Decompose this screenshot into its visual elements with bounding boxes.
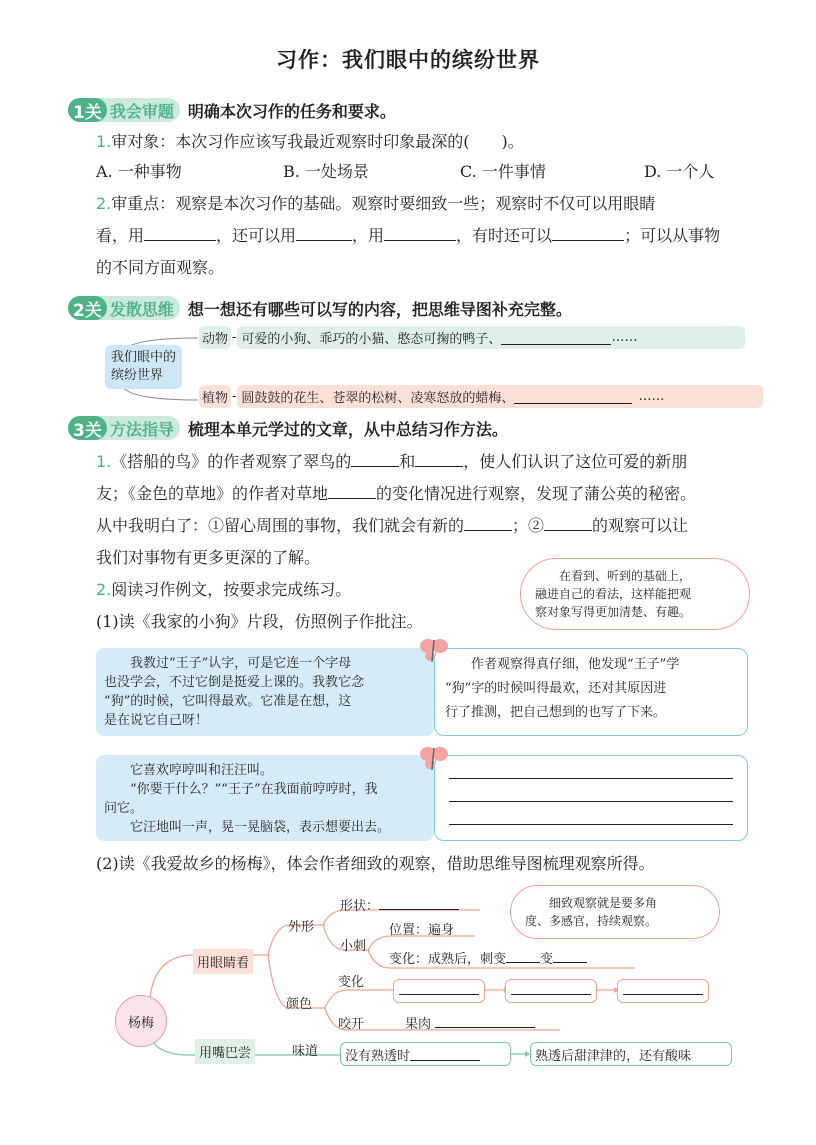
annotation-text: 行了推测，把自己想到的也写了下来。 bbox=[445, 705, 667, 720]
text: ；可以从事物 bbox=[624, 226, 721, 245]
branch-plants bbox=[199, 385, 763, 407]
branch-text: 可爱的小狗、乖巧的小猫、憨态可掬的鸭子、 bbox=[241, 331, 502, 347]
section-2-badge bbox=[68, 296, 180, 320]
options-row bbox=[96, 156, 776, 188]
mindmap-mouth-node: 用嘴巴尝 bbox=[195, 1039, 255, 1064]
section-3-badge bbox=[68, 416, 180, 440]
branch-content bbox=[237, 326, 745, 349]
dash: - bbox=[232, 388, 237, 404]
section-instruction: 梳理本单元学过的文章，从中总结习作方法。 bbox=[187, 419, 508, 439]
question-text[interactable]: 审对象：本次习作应该写我最近观察时印象最深的( )。 bbox=[111, 132, 524, 151]
example-passage bbox=[96, 648, 434, 736]
tip-text: 察对象写得更加清楚、有趣。 bbox=[535, 605, 692, 619]
dash: - bbox=[232, 329, 237, 345]
label: 形状： bbox=[340, 899, 380, 914]
text: ，使人们认识了这位可爱的新朋 bbox=[463, 452, 688, 471]
branch-label: 动物 bbox=[199, 326, 231, 349]
text: ，还可以用 bbox=[216, 226, 297, 245]
option-c[interactable]: C. 一件事情 bbox=[460, 162, 546, 181]
butterfly-icon bbox=[418, 634, 452, 664]
section-instruction: 想一想还有哪些可以写的内容，把思维导图补充完整。 bbox=[187, 299, 572, 319]
text: ；② bbox=[512, 516, 545, 535]
example-annotation bbox=[434, 648, 748, 736]
tip-cloud-1 bbox=[520, 558, 750, 630]
question-1-1 bbox=[96, 126, 524, 158]
page-title: 习作：我们眼中的缤纷世界 bbox=[276, 48, 540, 72]
passage-text: 它喜欢哼哼叫和汪汪叫。 bbox=[104, 763, 274, 778]
passage-text: 是在说它自己呀！ bbox=[104, 713, 209, 728]
ellipsis: …… bbox=[611, 329, 638, 345]
badge-name: 方法指导 bbox=[109, 419, 174, 439]
option-b[interactable]: B. 一处场景 bbox=[283, 162, 369, 181]
text: 从中我明白了：①留心周围的事物，我们就会有新的 bbox=[96, 516, 465, 535]
question-3-1 bbox=[96, 446, 687, 478]
badge-name: 发散思维 bbox=[109, 299, 174, 319]
question-text: 审重点：观察是本次习作的基础。观察时要细致一些；观察时不仅可以用眼睛 bbox=[111, 194, 656, 213]
text: 的变化情况进行观察，发现了蒲公英的秘密。 bbox=[376, 484, 697, 503]
section-1-header bbox=[68, 98, 396, 122]
mindmap-color: 颜色 bbox=[286, 997, 313, 1012]
text: ，用 bbox=[352, 226, 385, 245]
color-stage-box-2[interactable] bbox=[505, 979, 597, 1003]
blank[interactable] bbox=[384, 222, 456, 241]
ellipsis: …… bbox=[638, 388, 665, 404]
blank[interactable] bbox=[379, 897, 459, 910]
blank[interactable] bbox=[144, 222, 216, 241]
blank[interactable] bbox=[435, 1015, 535, 1028]
mindmap-taste: 味道 bbox=[292, 1044, 319, 1059]
unripe-taste-box[interactable] bbox=[340, 1042, 511, 1066]
blank[interactable] bbox=[544, 512, 592, 531]
question-number: 2. bbox=[96, 194, 112, 213]
branch-content bbox=[237, 385, 763, 408]
answer-line[interactable] bbox=[449, 824, 733, 825]
mindmap-root-node: 杨梅 bbox=[115, 995, 167, 1047]
text: ，有时还可以 bbox=[456, 226, 553, 245]
mindmap-shape-group: 外形 bbox=[288, 920, 315, 935]
blank[interactable] bbox=[506, 950, 540, 963]
annotation-text: 作者观察得真仔细，他发现“王子”学 bbox=[445, 657, 680, 672]
mindmap-bite: 咬开 bbox=[338, 1017, 365, 1032]
blank[interactable] bbox=[553, 950, 587, 963]
color-stage-box-1[interactable] bbox=[393, 979, 485, 1003]
sub-question-2: (2)读《我爱故乡的杨梅》，体会作者细致的观察，借助思维导图梳理观察所得。 bbox=[96, 854, 655, 873]
text: 友；《金色的草地》的作者对草地 bbox=[96, 484, 329, 503]
section-instruction: 明确本次习作的任务和要求。 bbox=[187, 101, 396, 121]
mindmap-color-change: 变化 bbox=[338, 975, 365, 990]
blank[interactable] bbox=[410, 1048, 480, 1061]
mindmap-thorn-position: 位置：遍身 bbox=[389, 923, 455, 938]
ripe-taste-box: 熟透后甜津津的，还有酸味 bbox=[530, 1042, 732, 1066]
tip-text: 融进自己的看法，这样能把观 bbox=[535, 587, 692, 601]
label: 变 bbox=[540, 952, 554, 967]
text: 和 bbox=[399, 452, 416, 471]
passage-text: “狗”的时候，它叫得最欢。它准是在想，这 bbox=[104, 694, 352, 709]
text: 的观察可以让 bbox=[592, 516, 689, 535]
section-2-header bbox=[68, 296, 572, 320]
blank[interactable] bbox=[552, 222, 624, 241]
blank[interactable] bbox=[415, 448, 463, 467]
practice-passage bbox=[96, 755, 434, 841]
tip-text: 度、多感官，持续观察。 bbox=[525, 914, 658, 928]
mindmap-center-node bbox=[105, 345, 182, 389]
text: 看，用 bbox=[96, 226, 145, 245]
option-a[interactable]: A. 一种事物 bbox=[96, 162, 182, 181]
blank[interactable] bbox=[296, 222, 352, 241]
answer-line[interactable] bbox=[449, 778, 733, 779]
text: 《搭船的鸟》的作者观察了翠鸟的 bbox=[111, 452, 352, 471]
tip-text: 在看到、听到的基础上， bbox=[535, 569, 692, 583]
passage-text: 它汪地叫一声，晃一晃脑袋，表示想要出去。 bbox=[104, 820, 391, 835]
badge-number: 3关 bbox=[68, 416, 107, 440]
mindmap-thorn-change bbox=[389, 948, 587, 967]
question-1-2 bbox=[96, 188, 655, 220]
mindmap-eye-node: 用眼睛看 bbox=[193, 949, 253, 974]
label: 果肉 bbox=[405, 1017, 432, 1032]
passage-text: 也没学会，不过它倒是挺爱上课的。我教它念 bbox=[104, 675, 365, 690]
question-text: 阅读习作例文，按要求完成练习。 bbox=[111, 580, 352, 599]
question-1-2-line2 bbox=[96, 220, 720, 252]
badge-number: 1关 bbox=[68, 98, 107, 122]
center-text: 缤纷世界 bbox=[111, 368, 164, 383]
mindmap-thorn: 小刺 bbox=[340, 939, 367, 954]
badge-name: 我会审题 bbox=[109, 101, 174, 121]
mindmap-shape bbox=[340, 895, 459, 914]
question-3-1-line4: 我们对事物有更多更深的了解。 bbox=[96, 548, 321, 567]
blank[interactable] bbox=[514, 389, 632, 404]
passage-text: 我教过“王子”认字，可是它连一个字母 bbox=[104, 656, 352, 671]
option-d[interactable]: D. 一个人 bbox=[644, 162, 715, 181]
passage-text: 问它。 bbox=[104, 801, 144, 816]
blank[interactable] bbox=[351, 448, 399, 467]
branch-label: 植物 bbox=[199, 385, 231, 408]
question-3-2 bbox=[96, 574, 351, 606]
question-number: 1. bbox=[96, 132, 112, 151]
label: 变化：成熟后，刺变 bbox=[389, 952, 507, 967]
label: 没有熟透时 bbox=[345, 1048, 411, 1064]
section-1-badge bbox=[68, 98, 180, 122]
branch-text: 圆鼓鼓的花生、苍翠的松树、凌寒怒放的蜡梅、 bbox=[241, 390, 515, 406]
section-3-header bbox=[68, 416, 508, 440]
question-number: 1. bbox=[96, 452, 112, 471]
annotation-text: “狗”字的时候叫得最欢，还对其原因进 bbox=[445, 681, 667, 696]
question-3-1-line2 bbox=[96, 478, 696, 510]
color-stage-box-3[interactable] bbox=[617, 979, 709, 1003]
branch-animals bbox=[199, 326, 745, 348]
blank[interactable] bbox=[328, 480, 376, 499]
butterfly-icon bbox=[418, 742, 452, 772]
sub-question-1: (1)读《我家的小狗》片段，仿照例子作批注。 bbox=[96, 612, 423, 631]
center-text: 我们眼中的 bbox=[111, 350, 177, 365]
question-1-2-line3: 的不同方面观察。 bbox=[96, 258, 225, 277]
blank[interactable] bbox=[501, 330, 611, 345]
mindmap-flesh bbox=[405, 1013, 535, 1032]
tip-text: 细致观察就是要多角 bbox=[525, 896, 658, 910]
passage-text: “你要干什么？”“王子”在我面前哼哼时，我 bbox=[104, 782, 378, 797]
question-3-1-line3 bbox=[96, 510, 688, 542]
badge-number: 2关 bbox=[68, 296, 107, 320]
annotation-answer-box[interactable] bbox=[434, 755, 748, 841]
blank[interactable] bbox=[464, 512, 512, 531]
answer-line[interactable] bbox=[449, 801, 733, 802]
question-number: 2. bbox=[96, 580, 112, 599]
